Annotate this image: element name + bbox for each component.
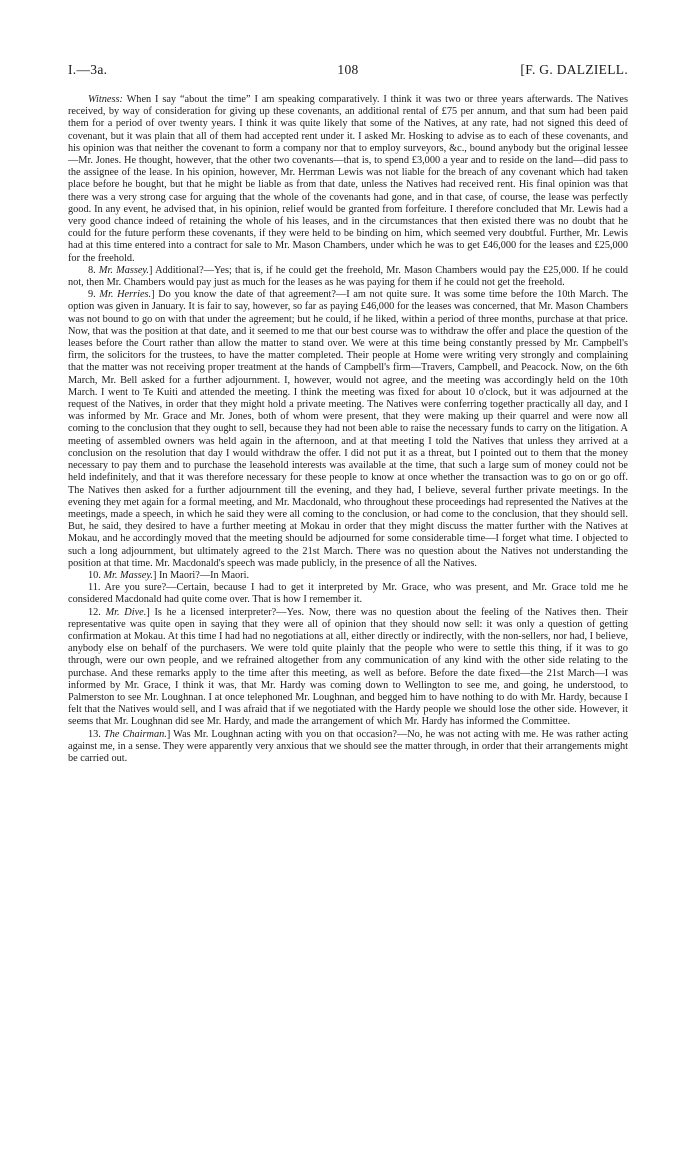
speaker-label: Mr. Massey. — [98, 264, 150, 276]
question-number: 13. — [88, 728, 104, 740]
paragraph-text: In Maori?—In Maori. — [156, 569, 250, 581]
speaker-bracket: ] — [152, 569, 157, 581]
speaker-bracket: ] — [151, 289, 155, 301]
question-number: 8. — [88, 264, 99, 276]
paragraph-question-9 — [68, 289, 628, 570]
speaker-bracket: ] — [166, 728, 171, 740]
paragraph-text: Do you know the date of that agreement?—I am not quite sure. It was some time before the 10th March. The option was given in January. It is fair to say, however, so far as paying £46,000 for the leases was concerned, that Mr. Mason Chambers was not bound to go on with that under the agreement; but he could, if he liked, within a period of three months, purchase at that price. Now, that was the position at that date, and it seemed to me that our best course was to withdraw the offer and place the question of the leases before the Court rather than allow the matter to stand over. We were at this time being constantly pressed by Mr. Campbell's firm, the solicitors for the trustees, to have the matter completed. Their people at Home were writing very strongly and complaining that the matter was not receiving proper treatment at the hands of Campbell's firm—Travers, Campbell, and Peacock. Now, on the 6th March, Mr. Bell asked for a further adjournment. I, however, would not agree, and the meeting was accordingly held on the 10th March. I went to Te Kuiti and attended the meeting. I think the meeting was fixed for about 10 o'clock, but it was adjourned at the request of the Natives, in order that they might hold a private meeting. The Natives were conferring together practically all day, and I was informed by Mr. Grace and Mr. Jones, both of whom were present, that they were making up their quarrel and were now all coming to the conclusion that they ought to sell, because they had not been able to raise the necessary funds to carry on the litigation. A meeting of assembled owners was held again in the afternoon, and at that meeting I told the Natives that unless they arrived at a conclusion on the resolution that day I would withdraw the offer. I did not put it as a threat, but I pointed out to them that the money necessary to pay them and to purchase the leasehold interests was available at the time, that such a large sum of money could not be held indefinitely, and that it was therefore necessary for these people to know at once whether the transaction was to go on or go off. The Natives then asked for a further adjournment till the evening, and they had, I believe, several further private meetings. In the evening they met again for a formal meeting, and Mr. Macdonald, who throughout these proceedings had represented the Natives at the meetings, made a speech, in which he said they were all coming to the conclusion, or had come to the conclusion, that they should sell. But, he said, they desired to have a further meeting at Mokau in order that they might discuss the matter further with the Natives at Mokau, and he accordingly moved that the meeting should be adjourned for some considerable time—I forget what time. I objected to such a long adjournment, but ultimately agreed to the 21st March. There was no question about the Natives not understanding the position at that time. Mr. Macdonald's speech was made publicly, in the presence of all the Natives. — [68, 289, 629, 569]
speaker-bracket: ] — [146, 606, 150, 618]
paragraph-text: When I say “about the time” I am speaking comparatively. I think it was two or three years afterwards. The Natives received, by way of consideration for giving up these covenants, an additional rental of £75 per annum, and that sum had been paid them for a period of over twenty years. I think it was quite likely that some of the Natives, at any rate, had not signed this deed of covenant, but it was plain that all of them had accepted rent under it. I asked Mr. Hosking to advise as to each of these covenants, and his opinion was that neither the covenant to form a company nor that to employ surveyors, &c., bound anybody but the original lessee—Mr. Jones. He thought, however, that the other two covenants—that is, to spend £3,000 a year and to reside on the land—did pass to the assignee of the lease. In his opinion, however, Mr. Herrman Lewis was not liable for the breach of any covenant which had taken place before he bought, but that he might be liable as from that date, unless the Natives had received rent. His final opinion was that there was a very strong case for arguing that the whole of the covenants had gone, and in that case, of course, the lease was perfectly good. In any event, he advised that, in his opinion, relief would be granted from forfeiture. I therefore concluded that Mr. Lewis had a very good chance indeed of retaining the whole of his leases, and in the circumstances that then existed there was no doubt that he could for the future perform these covenants, if they were held to be binding on him, which seemed very doubtful. Further, Mr. Lewis had at this time entered into a contract for sale to Mr. Mason Chambers, under which he was to get £46,000 for the leases and £25,000 for the freehold. — [68, 94, 628, 264]
speaker-label: Witness: — [88, 94, 123, 105]
paragraph-text: Additional?—Yes; that is, if he could get the freehold, Mr. Mason Chambers would pay the £25,000. If he could not, then Mr. Chambers would pay just as much for the leases as he was paying for them if he could not get the freehold. — [68, 264, 629, 289]
paragraph-witness-statement — [68, 94, 628, 265]
question-number: 10. — [88, 569, 104, 581]
speaker-label: Mr. Massey. — [103, 569, 153, 581]
document-page — [68, 62, 628, 765]
speaker-bracket: ] — [149, 264, 153, 276]
paragraph-question-8 — [68, 265, 628, 289]
speaker-label: The Chairman. — [103, 728, 167, 740]
parliamentary-paper-reference: I.—3a. — [68, 62, 108, 77]
paragraph-question-11 — [68, 582, 628, 606]
paragraph-text: Is he a licensed interpreter?—Yes. Now, there was no question about the feeling of the Natives then. Their representative was quite open in saying that they were all of opinion that they should now sell: it was only a question of getting confirmation at Mokau. At this time I had had no negotiations at all, either directly or indirectly, with the non-sellers, nor had, I believe, anybody else on behalf of the purchasers. We were told quite plainly that the people who were to settle this thing, if it was to go through, were our own people, and we refrained altogether from any communication of any kind with the other side relating to the purchase. And these remarks apply to the time after this meeting, as well as before. Before the date fixed—the 21st March—I was informed by Mr. Grace, I think it was, that Mr. Hardy was coming down to Wellington to see me, and going, he understood, to Palmerston to see Mr. Loughnan. I at once telephoned Mr. Loughnan, and begged him to have nothing to do with Mr. Hardy, because I felt that the Natives would sell, and I was afraid that if we negotiated with the Hardy people we should lose the other side. However, it seems that Mr. Loughnan did see Mr. Hardy, and made the arrangement of which Mr. Hardy has informed the Committee. — [68, 606, 628, 728]
page-number: 108 — [337, 62, 359, 77]
paragraph-question-13 — [68, 729, 628, 766]
question-number: 12. — [88, 606, 106, 618]
paragraph-text: Was Mr. Loughnan acting with you on that occasion?—No, he was not acting with me. He was rather acting against me, in a sense. They were apparently very anxious that we should see the matter through, in order that their arrangements might be carried out. — [68, 728, 628, 764]
paragraph-question-12 — [68, 607, 628, 729]
question-number: 9. — [88, 289, 100, 301]
speaker-label: Mr. Dive. — [105, 606, 147, 618]
paragraph-text: 11. Are you sure?—Certain, because I had to get it interpreted by Mr. Grace, who was present, and Mr. Grace told me he considered Macdonald had quite come over. That is how I remember it. — [68, 582, 628, 606]
speaker-label: Mr. Herries. — [99, 289, 152, 301]
page-header — [68, 62, 628, 84]
paragraph-question-10 — [68, 570, 628, 582]
witness-name: [F. G. DALZIELL. — [520, 62, 628, 77]
body-text — [68, 94, 628, 765]
